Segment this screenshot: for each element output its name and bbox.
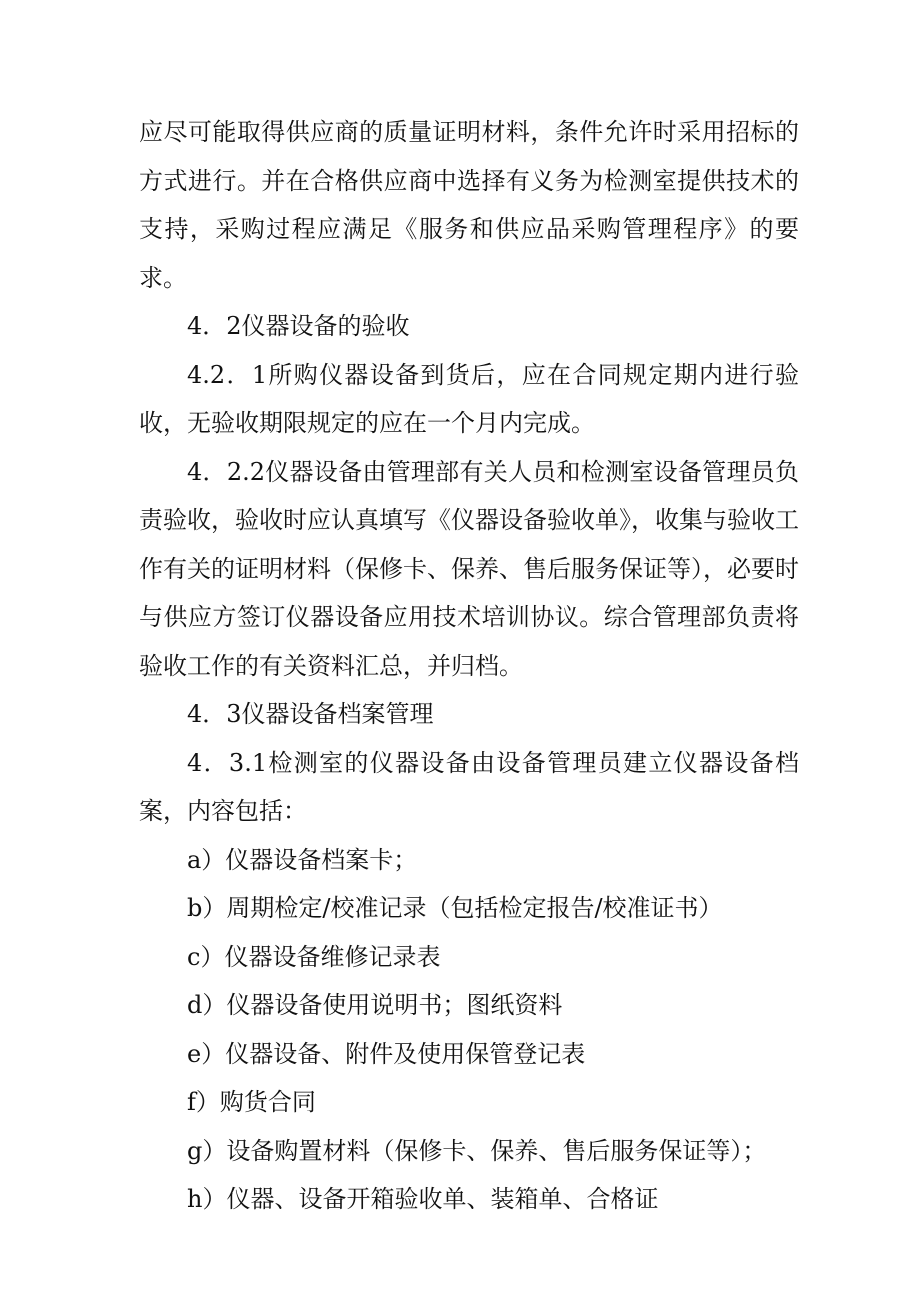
paragraph-4-3-1: 4．3.1检测室的仪器设备由设备管理员建立仪器设备档案，内容包括： [139,748,799,825]
paragraph-4-2-1: 4.2．1所购仪器设备到货后，应在合同规定期内进行验收，无验收期限规定的应在一个月内完成。 [139,360,799,437]
list-item-g: g）设备购置材料（保修卡、保养、售后服务保证等）； [187,1136,767,1165]
paragraph-procurement-continued: 应尽可能取得供应商的质量证明材料，条件允许时采用招标的方式进行。并在合格供应商中选择有义务为检测室提供技术的支持，采购过程应满足《服务和供应品采购管理程序》的要求。 [139,118,799,292]
section-heading-4-3: 4．3仪器设备档案管理 [187,700,434,728]
list-item-a: a）仪器设备档案卡； [187,845,418,874]
list-item-c: c）仪器设备维修记录表 [187,942,441,971]
paragraph-4-2-2: 4．2.2仪器设备由管理部有关人员和检测室设备管理员负责验收，验收时应认真填写《仪器设备验收单》，收集与验收工作有关的证明材料（保修卡、保养、售后服务保证等），必要时与供应方签订仪器设备应用技术培训协议。综合管理部负责将验收工作的有关资料汇总，并归档。 [139,457,799,680]
list-item-d: d）仪器设备使用说明书；图纸资料 [187,991,563,1019]
list-item-e: e）仪器设备、附件及使用保管登记表 [187,1039,586,1068]
document-body [139,108,799,1224]
section-heading-4-2: 4．2仪器设备的验收 [187,312,410,340]
list-item-b: b）周期检定/校准记录（包括检定报告/校准证书） [187,894,723,922]
list-item-f: f）购货合同 [187,1088,316,1116]
list-item-h: h）仪器、设备开箱验收单、装箱单、合格证 [187,1185,659,1213]
